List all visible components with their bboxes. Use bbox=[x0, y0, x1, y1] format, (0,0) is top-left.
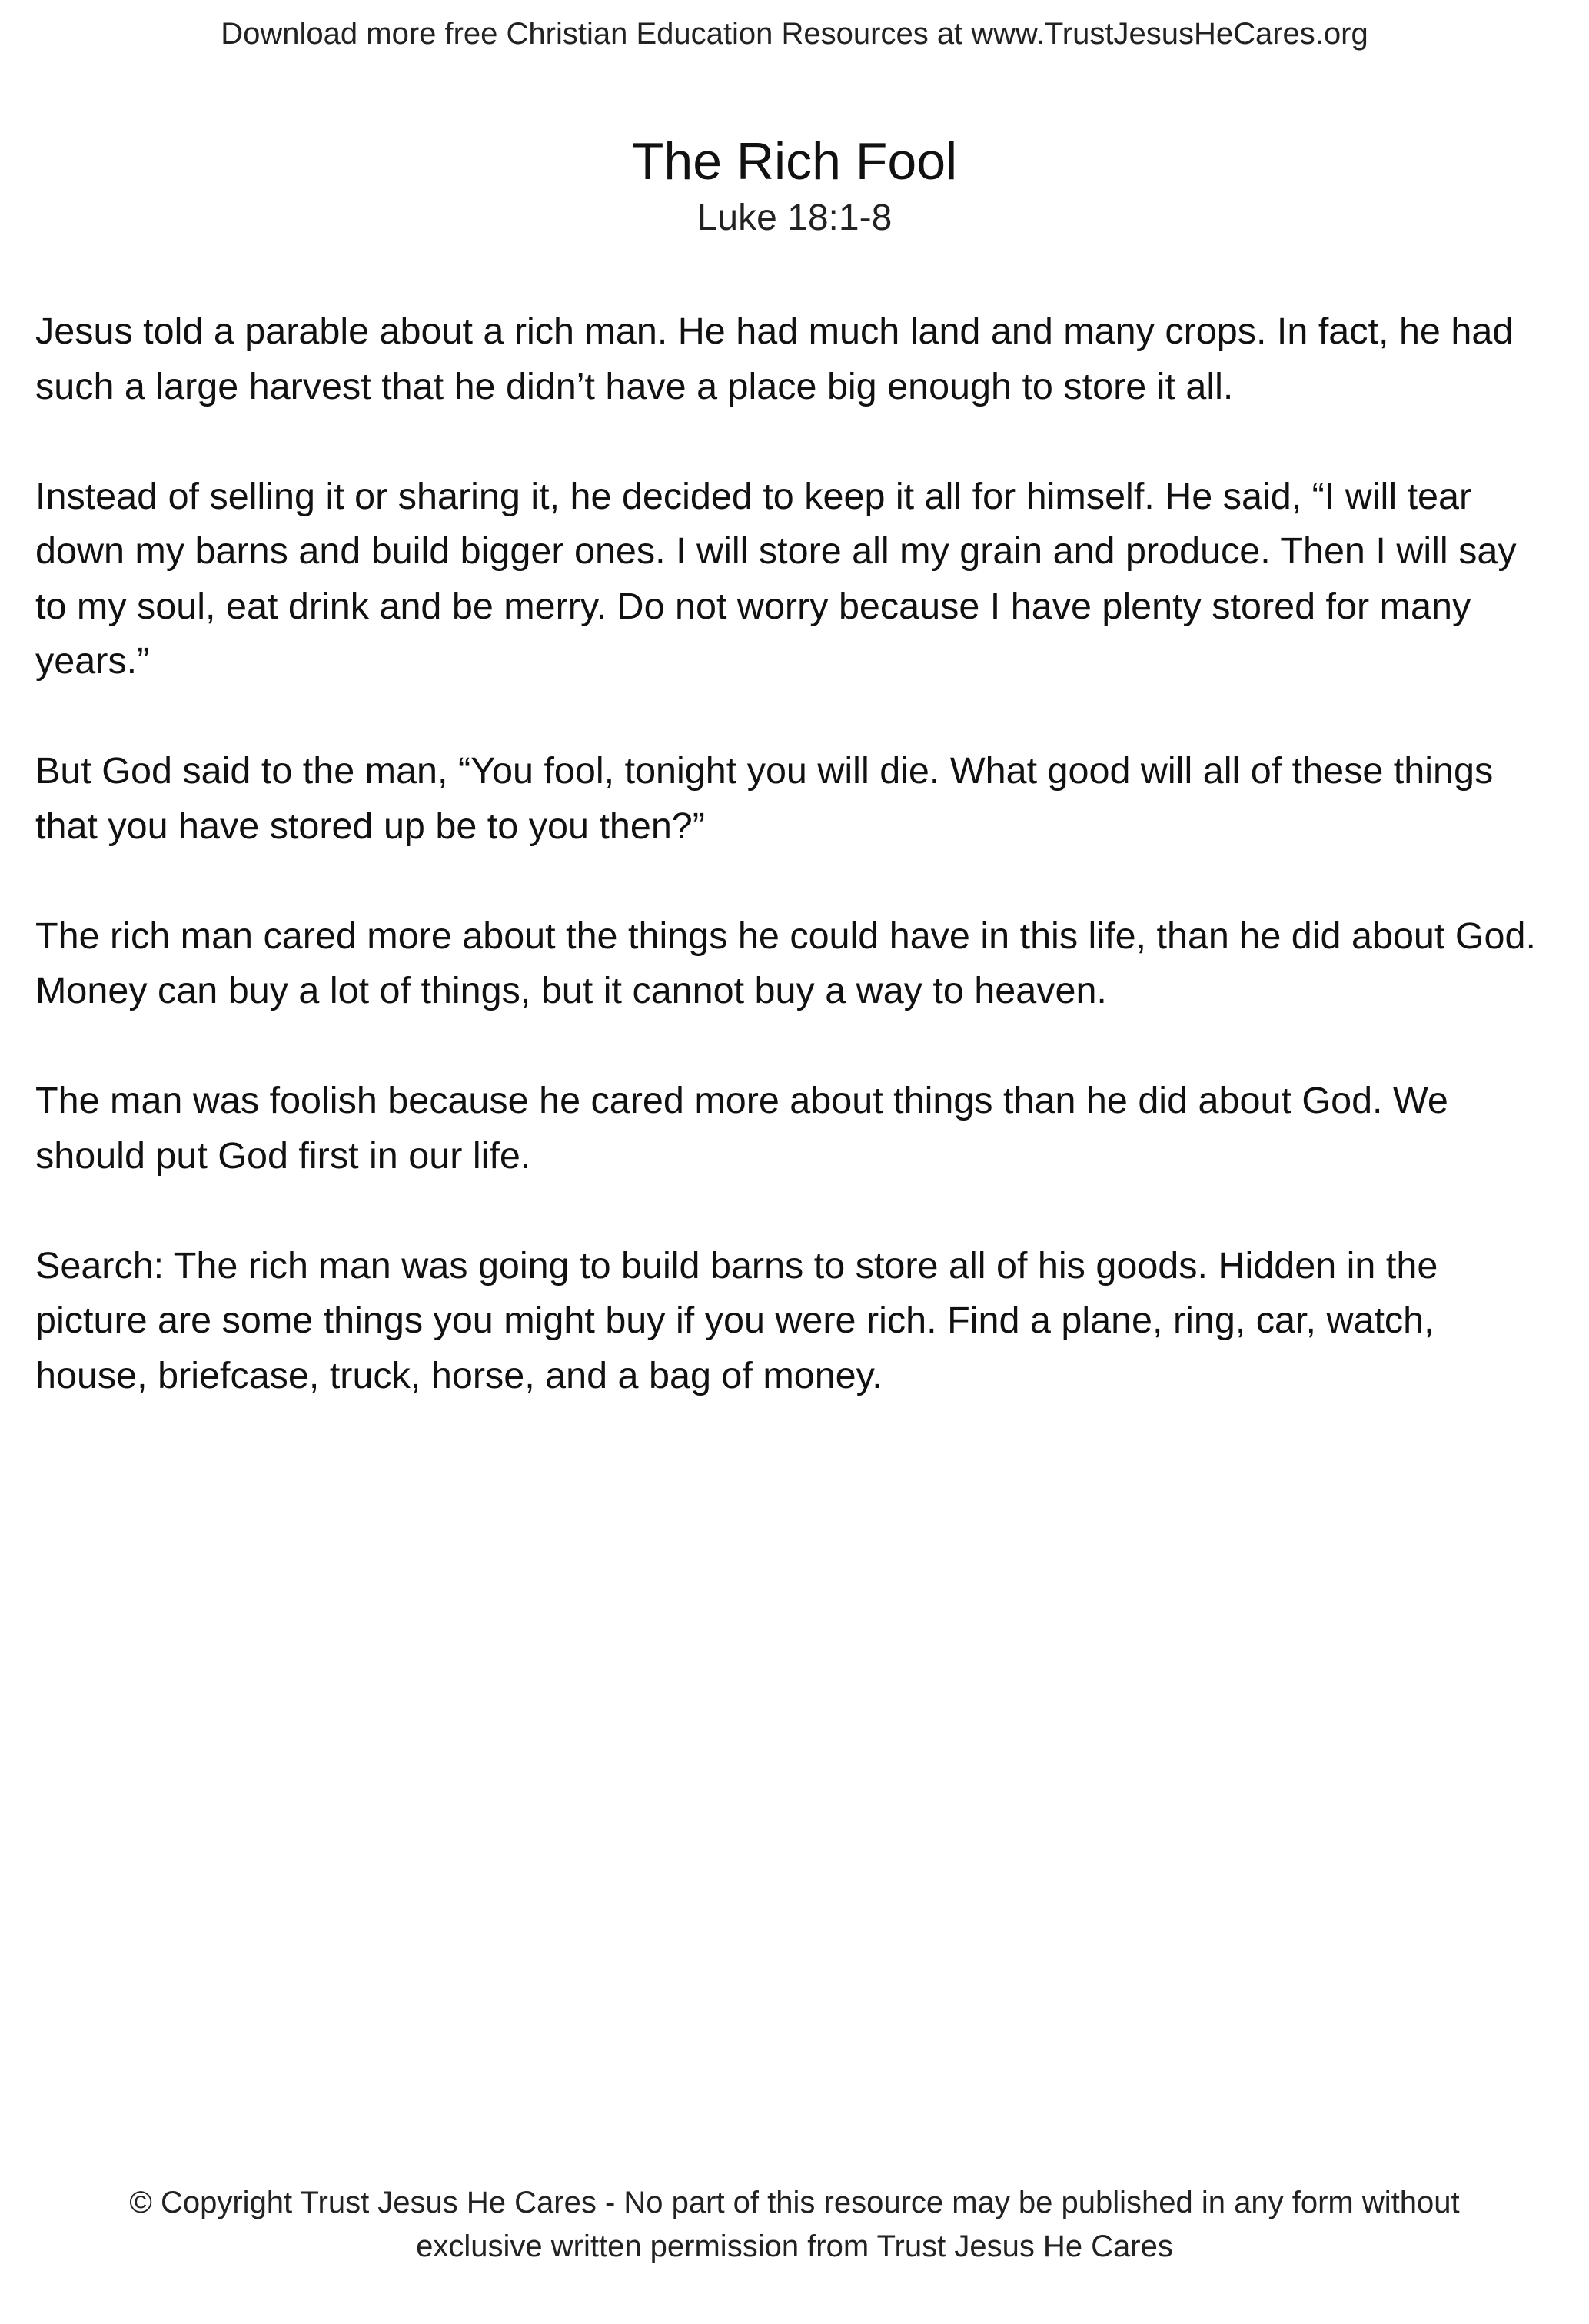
copyright-line-1: © Copyright Trust Jesus He Cares - No part of this resource may be published in any form without bbox=[129, 2186, 1460, 2219]
scripture-reference: Luke 18:1-8 bbox=[696, 198, 893, 238]
page-title: The Rich Fool bbox=[631, 132, 958, 191]
story-paragraph-4: The rich man cared more about the things he could have in this life, than he did about God. Money can buy a lot of things, but it cannot buy a way to heaven. bbox=[35, 915, 1536, 1011]
title-block bbox=[0, 129, 1589, 241]
story-paragraph-2: Instead of selling it or sharing it, he decided to keep it all for himself. He said, “I will tear down my barns and build bigger ones. I will store all my grain and produce. Then I will say to my soul, eat drink and be merry. Do not worry because I have plenty stored for many years.” bbox=[35, 475, 1517, 682]
copyright-footer bbox=[0, 2181, 1589, 2269]
top-banner: Download more free Christian Education Resources at www.TrustJesusHeCares.org bbox=[221, 17, 1368, 51]
copyright-line-2: exclusive written permission from Trust Jesus He Cares bbox=[416, 2229, 1173, 2263]
search-instructions: Search: The rich man was going to build barns to store all of his goods. Hidden in the picture are some things you might buy if you were rich. Find a plane, ring, car, watch, house, briefcase, truck, horse, and a bag of money. bbox=[35, 1244, 1438, 1396]
story-paragraph-1: Jesus told a parable about a rich man. He had much land and many crops. In fact, he had such a large harvest that he didn’t have a place big enough to store it all. bbox=[35, 310, 1514, 407]
story-paragraph-3: But God said to the man, “You fool, tonight you will die. What good will all of these things that you have stored up be to you then?” bbox=[35, 750, 1494, 847]
story-paragraph-5: The man was foolish because he cared more about things than he did about God. We should put God first in our life. bbox=[35, 1080, 1448, 1177]
story-body bbox=[35, 304, 1542, 1459]
